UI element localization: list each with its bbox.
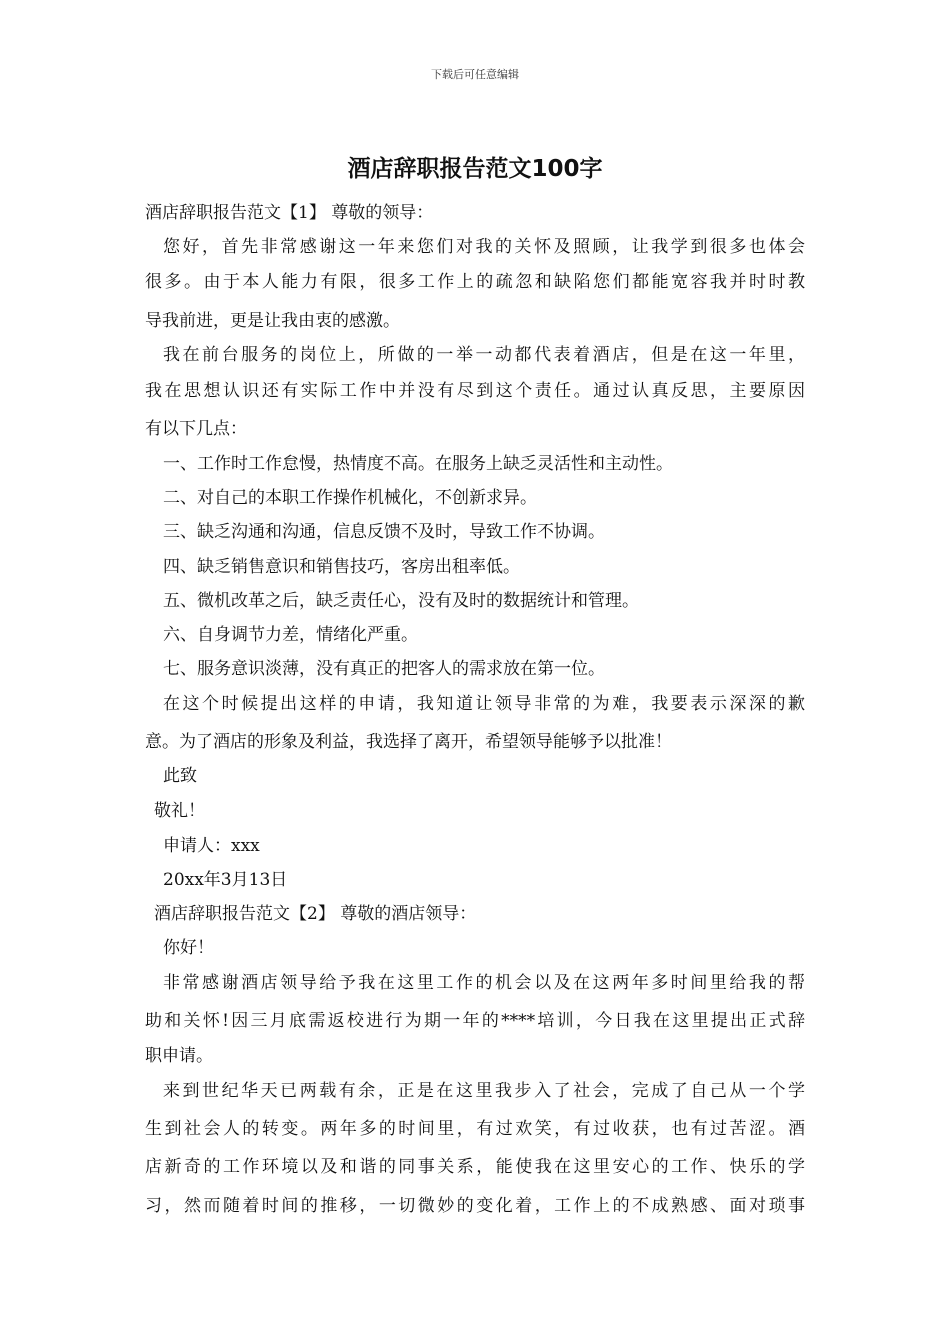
document-title: 酒店辞职报告范文100字 — [347, 156, 603, 182]
text-line: 此致 — [163, 766, 197, 786]
text-line: 四、缺乏销售意识和销售技巧，客房出租率低。 — [163, 557, 520, 577]
text-line: 一、工作时工作怠慢，热情度不高。在服务上缺乏灵活性和主动性。 — [163, 454, 673, 474]
text-line: 你好！ — [163, 938, 214, 958]
text-line: 三、缺乏沟通和沟通，信息反馈不及时，导致工作不协调。 — [163, 522, 605, 542]
text-line: 来到世纪华天已两载有余，正是在这里我步入了社会，完成了自己从一个学 — [163, 1081, 805, 1101]
text-line: 我在前台服务的岗位上，所做的一举一动都代表着酒店，但是在这一年里， — [163, 345, 805, 365]
text-line: 职申请。 — [145, 1046, 213, 1066]
text-line: 酒店辞职报告范文【2】 尊敬的酒店领导： — [154, 904, 477, 924]
text-line: 很多。由于本人能力有限，很多工作上的疏忽和缺陷您们都能宽容我并时时教 — [145, 272, 805, 292]
text-line: 助和关怀!因三月底需返校进行为期一年的****培训，今日我在这里提出正式辞 — [145, 1011, 805, 1031]
text-line: 导我前进，更是让我由衷的感激。 — [145, 311, 400, 331]
text-line: 意。为了酒店的形象及利益，我选择了离开，希望领导能够予以批准！ — [145, 732, 672, 752]
text-line: 20xx年3月13日 — [163, 870, 288, 890]
text-line: 酒店辞职报告范文【1】 尊敬的领导： — [145, 203, 434, 223]
text-line: 申请人：xxx — [163, 836, 260, 856]
text-line: 非常感谢酒店领导给予我在这里工作的机会以及在这两年多时间里给我的帮 — [163, 973, 805, 993]
header-note: 下载后可任意编辑 — [431, 68, 519, 81]
text-line: 七、服务意识淡薄，没有真正的把客人的需求放在第一位。 — [163, 659, 605, 679]
text-line: 我在思想认识还有实际工作中并没有尽到这个责任。通过认真反思，主要原因 — [145, 381, 805, 401]
text-line: 习，然而随着时间的推移，一切微妙的变化着，工作上的不成熟感、面对琐事 — [145, 1196, 805, 1216]
text-line: 生到社会人的转变。两年多的时间里，有过欢笑，有过收获，也有过苦涩。酒 — [145, 1119, 805, 1139]
text-line: 店新奇的工作环境以及和谐的同事关系，能使我在这里安心的工作、快乐的学 — [145, 1157, 805, 1177]
text-line: 有以下几点： — [145, 419, 247, 439]
text-line: 二、对自己的本职工作操作机械化，不创新求异。 — [163, 488, 537, 508]
text-line: 在这个时候提出这样的申请，我知道让领导非常的为难，我要表示深深的歉 — [163, 694, 805, 714]
text-line: 您好，首先非常感谢这一年来您们对我的关怀及照顾，让我学到很多也体会 — [163, 237, 805, 257]
text-line: 敬礼！ — [154, 801, 205, 821]
text-line: 六、自身调节力差，情绪化严重。 — [163, 625, 418, 645]
text-line: 五、微机改革之后，缺乏责任心，没有及时的数据统计和管理。 — [163, 591, 639, 611]
